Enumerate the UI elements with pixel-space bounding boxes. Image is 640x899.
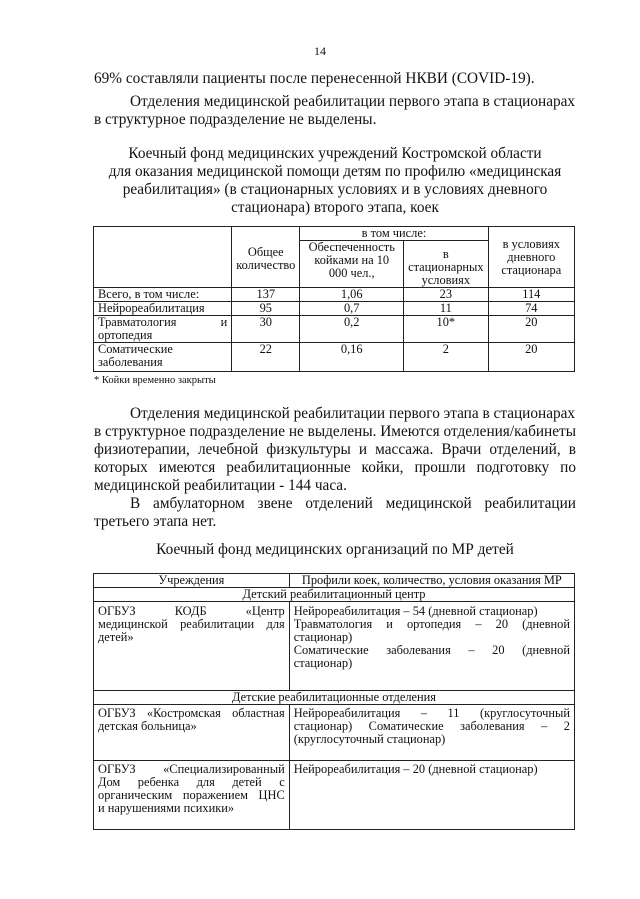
intro-line-3: в структурное подразделение не выделены. — [94, 111, 377, 128]
table1-title-4: стационара) второго этапа, коек — [231, 199, 439, 216]
table2-title: Коечный фонд медицинских организаций по МР детей — [156, 541, 514, 558]
org-line: ОГБУЗ «Специализированный — [98, 761, 285, 776]
org-line: ОГБУЗ «Костромская областная — [98, 706, 285, 721]
table-row — [94, 316, 575, 343]
profile-line: (круглосуточный стационар) — [293, 732, 446, 747]
table1-title-2: для оказания медицинской помощи детям по профилю «медицинская — [108, 163, 562, 180]
profiles-cell — [289, 705, 574, 760]
row-name: Всего, в том числе: — [94, 288, 232, 302]
profile-line: стационар) — [293, 630, 353, 644]
org-line: медицинской реабилитации для — [98, 617, 285, 631]
bed-fund-table — [93, 226, 575, 372]
cell-inpatient: 23 — [404, 288, 489, 302]
row-name-part: Травматология — [98, 315, 177, 329]
profiles-cell: Нейрореабилитация – 20 (дневной стационар) — [289, 760, 574, 829]
row-name — [94, 343, 232, 372]
table-row — [94, 288, 575, 302]
org-line: Дом ребенка для детей с — [98, 774, 285, 789]
org-line: органическим поражением ЦНС — [98, 787, 285, 802]
row-name-part: и — [220, 315, 228, 329]
table1-title-3: реабилитация» (в стационарных условиях и в условиях дневного — [122, 181, 548, 198]
mr-children-table — [93, 573, 575, 830]
cell-day: 114 — [488, 288, 574, 302]
intro-line-2: Отделения медицинской реабилитации первого этапа в стационарах — [130, 93, 576, 110]
table-row — [94, 760, 575, 829]
cell-provision: 1,06 — [300, 288, 404, 302]
cell-inpatient: 11 — [404, 302, 489, 316]
table1-header-inpatient: в стационарных условиях — [404, 241, 489, 288]
intro-line-1: 69% составляли пациенты после перенесенной НКВИ (COVID-19). — [94, 70, 535, 87]
cell-inpatient: 10* — [404, 316, 489, 343]
profile-line: Нейрореабилитация – 11 (круглосуточный — [293, 706, 570, 721]
table-row — [94, 343, 575, 372]
row-name — [94, 316, 232, 343]
cell-provision: 0,16 — [300, 343, 404, 372]
table1-header-day: в условиях дневного стационара — [488, 227, 574, 288]
row-name: Нейрореабилитация — [94, 302, 232, 316]
cell-total: 137 — [232, 288, 300, 302]
table1-header-total: Общее количество — [232, 227, 300, 288]
org-line: и нарушениями психики» — [98, 800, 235, 815]
cell-inpatient: 2 — [404, 343, 489, 372]
cell-day: 20 — [488, 316, 574, 343]
row-name-part: ортопедия — [98, 328, 153, 342]
org-line: ОГБУЗ КОДБ «Центр — [98, 604, 285, 618]
para2-line-3: физиотерапии, лечебной физкультуры и массажа. Врачи отделений, в — [94, 441, 576, 458]
profile-line: стационар) — [293, 656, 353, 670]
table1-header-in-that-number: в том числе: — [300, 227, 488, 241]
table2-header-profiles: Профили коек, количество, условия оказания МР — [289, 574, 574, 588]
cell-day: 74 — [488, 302, 574, 316]
profiles-cell — [289, 602, 574, 691]
table2-header-institutions: Учреждения — [94, 574, 290, 588]
table1-empty-header — [94, 227, 232, 288]
para2-line-4: которых имеются реабилитационные койки, прошли подготовку по — [94, 459, 576, 476]
para2-line-5: медицинской реабилитации - 144 часа. — [94, 477, 347, 494]
para2-line-1: Отделения медицинской реабилитации первого этапа в стационарах — [130, 405, 576, 422]
page-number: 14 — [314, 44, 326, 58]
table1-footnote: * Койки временно закрыты — [94, 375, 216, 386]
cell-total: 30 — [232, 316, 300, 343]
org-cell — [94, 760, 290, 829]
para2-line-2: в структурное подразделение не выделены. Имеются отделения/кабинеты — [94, 423, 576, 440]
profile-line: стационар) Соматические заболевания – 2 — [293, 719, 570, 734]
table-row — [94, 302, 575, 316]
row-name-part: Соматические — [98, 342, 173, 356]
cell-total: 22 — [232, 343, 300, 372]
profile-line: Травматология и ортопедия – 20 (дневной — [293, 617, 570, 631]
table1-header-provision: Обеспеченность койками на 10 000 чел., — [300, 241, 404, 288]
cell-day: 20 — [488, 343, 574, 372]
org-cell — [94, 705, 290, 760]
profile-line: Соматические заболевания – 20 (дневной — [293, 643, 570, 657]
table2-section-departments: Детские реабилитационные отделения — [94, 691, 575, 705]
table2-section-center: Детский реабилитационный центр — [94, 588, 575, 602]
org-line: детей» — [98, 630, 134, 644]
row-name-part: заболевания — [98, 355, 163, 369]
cell-provision: 0,7 — [300, 302, 404, 316]
cell-total: 95 — [232, 302, 300, 316]
profile-line: Нейрореабилитация – 54 (дневной стационар) — [293, 604, 538, 618]
table-row — [94, 705, 575, 760]
table-row — [94, 602, 575, 691]
para2-line-7: третьего этапа нет. — [94, 513, 217, 530]
org-cell — [94, 602, 290, 691]
para2-line-6: В амбулаторном звене отделений медицинской реабилитации — [130, 495, 576, 512]
table1-title-1: Коечный фонд медицинских учреждений Костромской области — [128, 145, 542, 162]
cell-provision: 0,2 — [300, 316, 404, 343]
org-line: детская больница» — [98, 719, 197, 734]
